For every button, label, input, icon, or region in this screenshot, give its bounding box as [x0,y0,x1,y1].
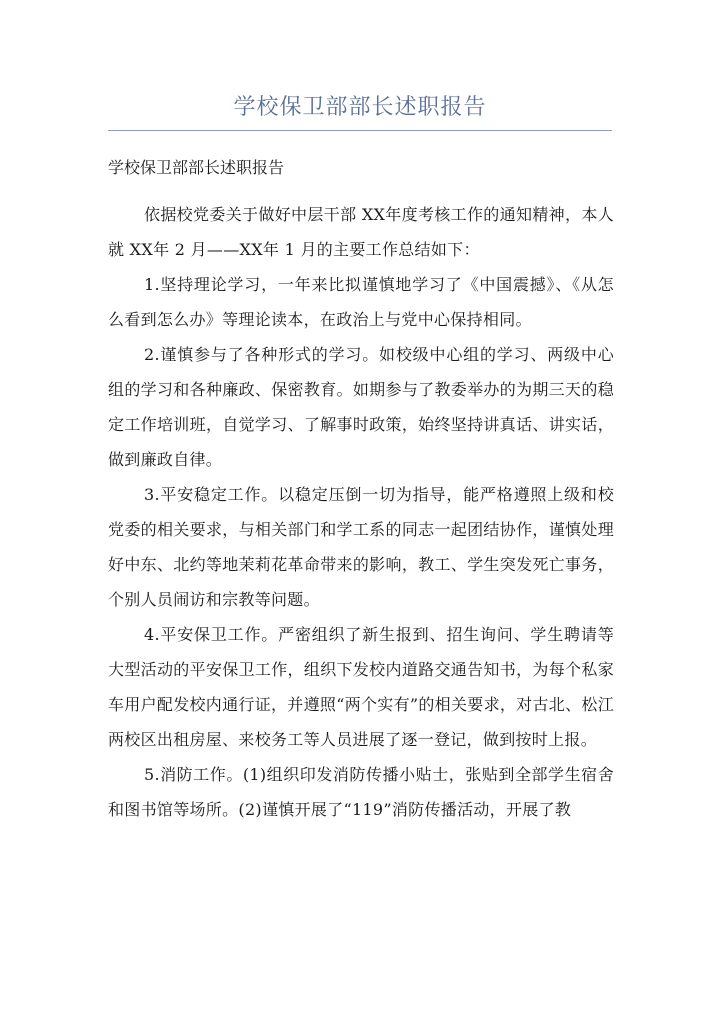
title-divider [108,130,612,131]
paragraph-item-5: 5.消防工作。(1)组织印发消防传播小贴士，张贴到全部学生宿舍和图书馆等场所。(2)谨慎开展了“119”消防传播活动，开展了教 [108,765,614,819]
paragraph-item-3: 3.平安稳定工作。以稳定压倒一切为指导，能严格遵照上级和校党委的相关要求，与相关部门和学工系的同志一起团结协作，谨慎处理好中东、北约等地茉莉花革命带来的影响，教工、学生突发死亡事务，个别人员闹访和宗教等问题。 [108,485,614,609]
paragraph-intro: 依据校党委关于做好中层干部 XX年度考核工作的通知精神，本人就 XX年 2 月——XX年 1 月的主要工作总结如下： [108,205,614,259]
paragraph-item-4: 4.平安保卫工作。严密组织了新生报到、招生询问、学生聘请等大型活动的平安保卫工作，组织下发校内道路交通告知书，为每个私家车用户配发校内通行证，并遵照“两个实有”的相关要求，对古北、松江两校区出租房屋、来校务工等人员进展了逐一登记，做到按时上报。 [108,625,614,749]
document-body [108,197,614,827]
document-title: 学校保卫部部长述职报告 [233,95,487,120]
paragraph-item-2: 2.谨慎参与了各种形式的学习。如校级中心组的学习、两级中心组的学习和各种廉政、保密教育。如期参与了教委举办的为期三天的稳定工作培训班，自觉学习、了解事时政策，始终坚持讲真话、讲实话，做到廉政自律。 [108,345,614,469]
paragraph-item-1: 1.坚持理论学习，一年来比拟谨慎地学习了《中国震撼》、《从怎么看到怎么办》等理论读本，在政治上与党中心保持相同。 [108,275,614,329]
document-subtitle: 学校保卫部部长述职报告 [108,158,285,177]
